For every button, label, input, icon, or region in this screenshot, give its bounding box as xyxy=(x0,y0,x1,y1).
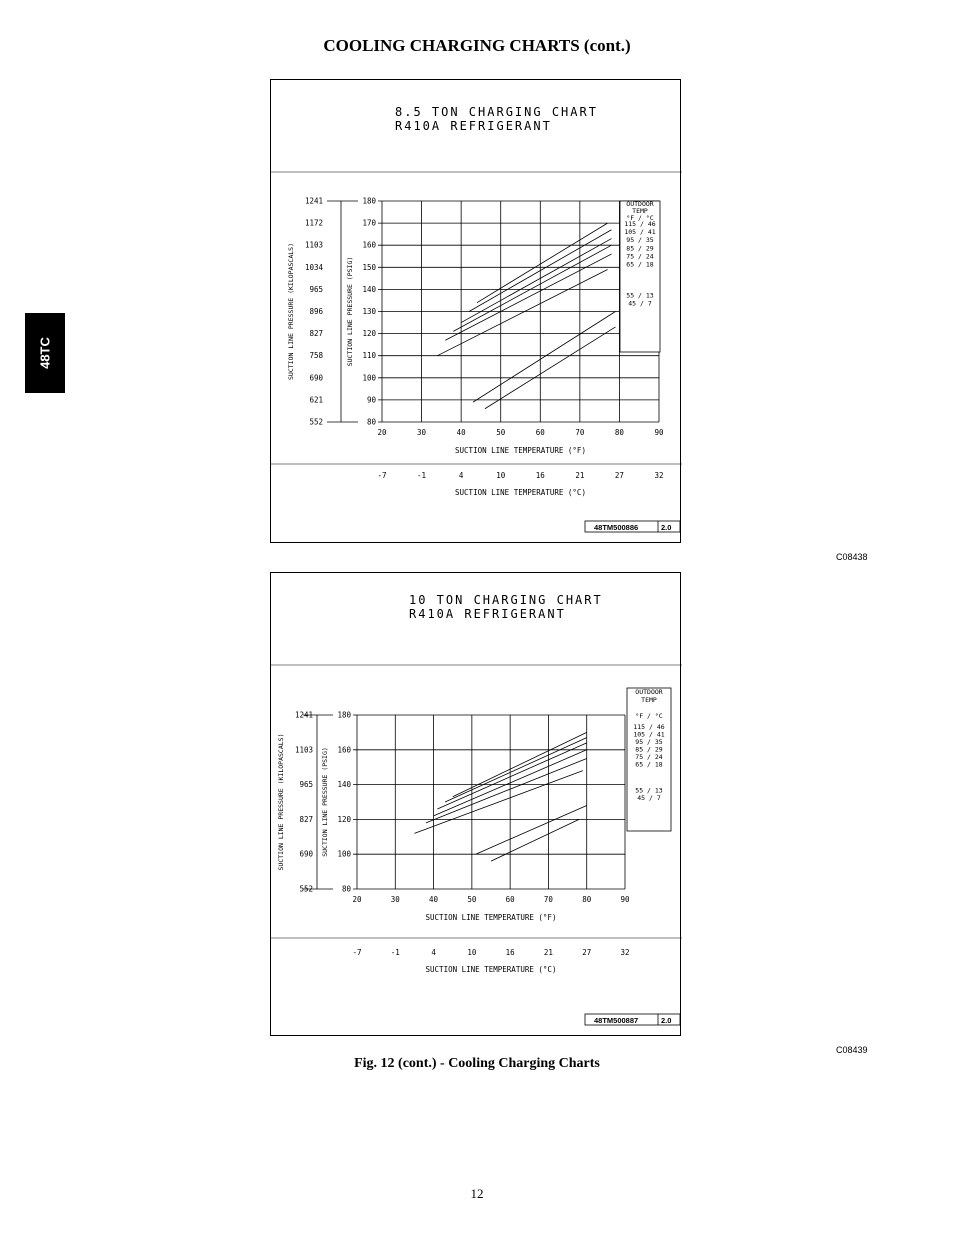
celsius-tick-label: 27 xyxy=(614,471,624,480)
figure-caption: Fig. 12 (cont.) - Cooling Charging Charts xyxy=(354,1056,600,1071)
y-tick-label: 80 xyxy=(341,884,351,894)
figure-code: C08439 xyxy=(836,1045,868,1055)
celsius-tick-label: -1 xyxy=(390,948,400,957)
series-line xyxy=(414,771,582,834)
chart-subtitle: R410A REFRIGERANT xyxy=(409,607,566,621)
legend-title: °F / °C xyxy=(626,214,654,222)
celsius-tick-label: 4 xyxy=(458,471,464,480)
celsius-tick-label: 21 xyxy=(543,948,553,957)
series-line xyxy=(437,270,607,356)
celsius-tick-label: 21 xyxy=(575,471,585,480)
x-tick-label: 60 xyxy=(535,428,545,437)
celsius-axis-label: SUCTION LINE TEMPERATURE (°C) xyxy=(455,488,586,497)
celsius-tick-label: 27 xyxy=(582,948,592,957)
part-number: 48TM500886 xyxy=(594,523,639,532)
legend-entry: 75 / 24 xyxy=(626,252,654,261)
series-line xyxy=(473,312,615,403)
x-tick-label: 80 xyxy=(582,895,592,904)
kpa-tick-label: 1034 xyxy=(304,262,323,272)
y-tick-label: 100 xyxy=(362,373,376,383)
x-tick-label: 80 xyxy=(614,428,624,437)
kpa-axis-label: SUCTION LINE PRESSURE (KILOPASCALS) xyxy=(277,733,285,871)
series-line xyxy=(437,743,586,809)
series-line xyxy=(491,819,579,861)
legend-title: °F / °C xyxy=(635,712,663,720)
y-tick-label: 120 xyxy=(337,814,351,824)
figure-code: C08438 xyxy=(836,552,868,562)
legend-entry: 85 / 29 xyxy=(626,244,654,253)
side-tab xyxy=(25,313,65,393)
celsius-tick-label: 16 xyxy=(505,948,515,957)
chart-title: 10 TON CHARGING CHART xyxy=(409,593,603,607)
x-tick-label: 60 xyxy=(505,895,515,904)
series-line xyxy=(445,738,587,802)
celsius-tick-label: 16 xyxy=(535,471,545,480)
legend-title: TEMP xyxy=(632,207,648,215)
celsius-tick-label: 4 xyxy=(431,948,436,957)
y-axis-label: SUCTION LINE PRESSURE (PSIG) xyxy=(321,747,329,857)
chart-svg xyxy=(271,80,682,544)
kpa-tick-label: 552 xyxy=(309,417,323,427)
kpa-tick-label: 1103 xyxy=(294,745,313,755)
celsius-tick-label: -7 xyxy=(352,948,362,957)
legend-title: OUTDOOR xyxy=(626,200,654,208)
x-tick-label: 20 xyxy=(352,895,362,904)
series-line xyxy=(477,223,608,303)
celsius-tick-label: 32 xyxy=(654,471,664,480)
celsius-tick-label: -7 xyxy=(377,471,387,480)
kpa-tick-label: 896 xyxy=(309,307,323,316)
series-line xyxy=(476,805,587,854)
kpa-tick-label: 965 xyxy=(299,780,313,790)
y-tick-label: 140 xyxy=(337,780,351,790)
kpa-tick-label: 1241 xyxy=(304,196,323,206)
legend-entry: 115 / 46 xyxy=(633,723,665,731)
x-tick-label: 20 xyxy=(377,428,387,437)
legend-entry: 55 / 13 xyxy=(635,786,663,795)
part-number: 48TM500887 xyxy=(594,1016,639,1025)
kpa-axis-label: SUCTION LINE PRESSURE (KILOPASCALS) xyxy=(287,243,295,380)
x-tick-label: 30 xyxy=(417,428,427,437)
series-line xyxy=(453,732,587,796)
chart-svg xyxy=(271,573,682,1037)
celsius-tick-label: -1 xyxy=(417,471,427,480)
series-line xyxy=(461,239,611,323)
x-tick-label: 40 xyxy=(429,895,439,904)
charging-chart-8-5-ton xyxy=(270,79,681,543)
celsius-tick-label: 10 xyxy=(496,471,506,480)
y-tick-label: 160 xyxy=(362,240,376,250)
legend-title: OUTDOOR xyxy=(635,688,663,696)
celsius-tick-label: 10 xyxy=(467,948,477,957)
chart-title: 8.5 TON CHARGING CHART xyxy=(395,105,598,119)
x-tick-label: 40 xyxy=(456,428,466,437)
legend-entry: 65 / 18 xyxy=(635,760,663,769)
series-line xyxy=(426,759,587,823)
x-tick-label: 90 xyxy=(654,428,664,437)
kpa-tick-label: 827 xyxy=(309,329,323,339)
x-tick-label: 90 xyxy=(620,895,630,904)
legend-entry: 95 / 35 xyxy=(635,738,663,746)
celsius-tick-label: 32 xyxy=(620,948,630,957)
kpa-tick-label: 621 xyxy=(309,395,323,405)
y-tick-label: 140 xyxy=(362,284,376,294)
side-tab-label: 48TC xyxy=(37,337,53,369)
kpa-tick-label: 758 xyxy=(309,351,323,361)
kpa-tick-label: 1103 xyxy=(304,240,323,250)
y-axis-label: SUCTION LINE PRESSURE (PSIG) xyxy=(346,256,354,367)
y-tick-label: 180 xyxy=(362,196,376,206)
legend-entry: 65 / 18 xyxy=(626,260,654,269)
charging-chart-10-ton xyxy=(270,572,681,1036)
x-tick-label: 50 xyxy=(467,895,477,904)
y-tick-label: 110 xyxy=(362,351,376,361)
revision-number: 2.0 xyxy=(661,523,672,532)
legend-entry: 105 / 41 xyxy=(624,228,656,237)
y-tick-label: 100 xyxy=(337,849,351,859)
series-line xyxy=(485,327,616,409)
page-number: 12 xyxy=(470,1186,484,1201)
y-tick-label: 90 xyxy=(366,395,376,405)
legend-entry: 55 / 13 xyxy=(626,291,654,300)
legend-entry: 85 / 29 xyxy=(635,745,663,754)
legend-entry: 115 / 46 xyxy=(624,220,656,228)
celsius-axis-label: SUCTION LINE TEMPERATURE (°C) xyxy=(425,965,557,974)
x-tick-label: 70 xyxy=(543,895,553,904)
legend-entry: 45 / 7 xyxy=(637,794,661,802)
y-tick-label: 120 xyxy=(362,329,376,339)
kpa-tick-label: 552 xyxy=(299,884,313,894)
kpa-tick-label: 1241 xyxy=(294,710,313,720)
series-line xyxy=(453,245,611,331)
kpa-tick-label: 1172 xyxy=(304,218,323,228)
kpa-tick-label: 690 xyxy=(299,849,313,859)
x-axis-label: SUCTION LINE TEMPERATURE (°F) xyxy=(455,446,586,455)
y-tick-label: 170 xyxy=(362,218,376,228)
chart-subtitle: R410A REFRIGERANT xyxy=(395,119,552,133)
legend-entry: 75 / 24 xyxy=(635,753,663,761)
y-tick-label: 180 xyxy=(337,710,351,720)
legend-entry: 105 / 41 xyxy=(633,730,665,739)
kpa-tick-label: 827 xyxy=(299,814,313,824)
y-tick-label: 130 xyxy=(362,307,376,316)
revision-number: 2.0 xyxy=(661,1016,672,1025)
x-tick-label: 50 xyxy=(496,428,506,437)
y-tick-label: 150 xyxy=(362,262,376,272)
legend-entry: 45 / 7 xyxy=(628,299,652,308)
y-tick-label: 160 xyxy=(337,745,351,755)
kpa-tick-label: 690 xyxy=(309,373,323,383)
page-title: COOLING CHARGING CHARTS (cont.) xyxy=(323,36,631,55)
x-tick-label: 70 xyxy=(575,428,585,437)
kpa-tick-label: 965 xyxy=(309,284,323,294)
legend-entry: 95 / 35 xyxy=(626,236,654,245)
x-axis-label: SUCTION LINE TEMPERATURE (°F) xyxy=(425,913,557,922)
legend-title: TEMP xyxy=(641,696,657,704)
y-tick-label: 80 xyxy=(366,417,376,427)
x-tick-label: 30 xyxy=(390,895,400,904)
